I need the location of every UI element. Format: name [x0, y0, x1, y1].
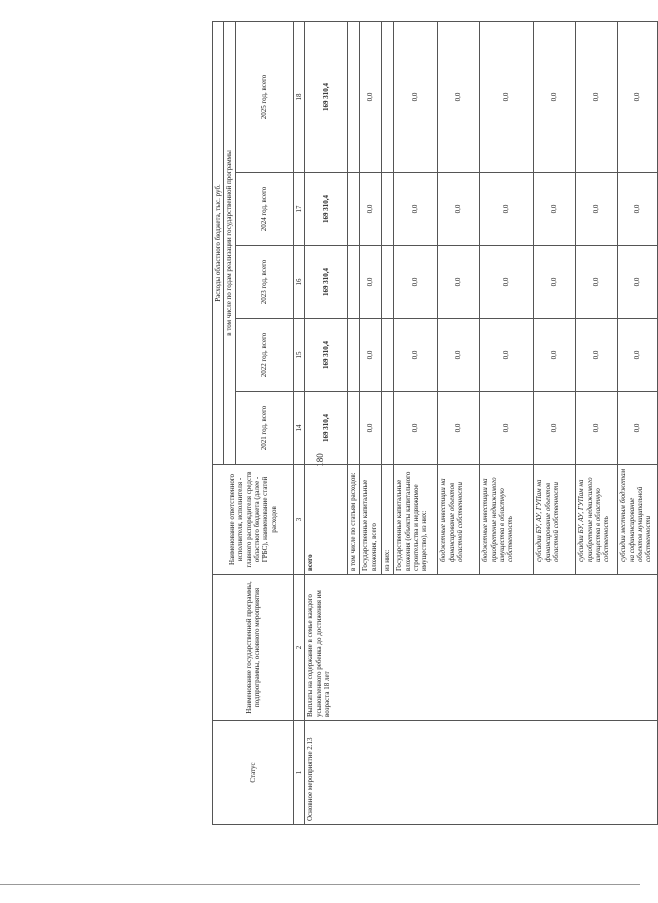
row-label: субсидии БУ, АУ, ГУПам на приобретение недвижимого имущества в областную собственность: [576, 465, 618, 575]
row-value: 0,0: [394, 319, 438, 392]
row-label: бюджетные инвестиции на приобретение недвижимого имущества в областную собственность: [480, 465, 534, 575]
row-label: из них:: [382, 465, 394, 575]
row-value: 169 310,4: [305, 392, 348, 465]
row-value: 0,0: [576, 392, 618, 465]
row-value: 0,0: [480, 173, 534, 246]
row-value: [348, 319, 360, 392]
row-value: 0,0: [438, 392, 480, 465]
status-cell: Основное мероприятие 2.13: [305, 721, 658, 825]
row-value: 0,0: [394, 21, 438, 172]
row-value: 0,0: [618, 173, 658, 246]
header-status: Статус: [213, 721, 294, 825]
header-grbs: Наименование ответственного исполнителя, исполнителя - главного распорядителя средств областного бюджета (далее - ГРБС), наименование статей расходов: [213, 465, 294, 575]
row-value: 0,0: [438, 21, 480, 172]
row-value: [382, 173, 394, 246]
col-number: 17: [293, 173, 304, 246]
col-number: 16: [293, 246, 304, 319]
row-value: 169 310,4: [305, 246, 348, 319]
row-value: 169 310,4: [305, 21, 348, 172]
row-value: 0,0: [576, 21, 618, 172]
row-value: 0,0: [480, 246, 534, 319]
header-expenses-title: Расходы областного бюджета, тыс. руб.: [213, 21, 224, 464]
header-year-2025: 2025 год, всего: [235, 21, 293, 172]
program-name-cell: Выплаты на содержание в семье каждого усыновленного ребенка до достижения им возраста 18 лет: [305, 575, 658, 721]
header-by-years: в том числе по годам реализации государственной программы: [224, 21, 235, 464]
row-value: 0,0: [576, 319, 618, 392]
row-value: 0,0: [480, 392, 534, 465]
row-value: 169 310,4: [305, 319, 348, 392]
col-number: 14: [293, 392, 304, 465]
row-value: 0,0: [534, 173, 576, 246]
row-value: 0,0: [360, 392, 382, 465]
col-number: 18: [293, 21, 304, 172]
row-value: [348, 173, 360, 246]
row-label: субсидии БУ, АУ, ГУПам на финансирование объектов областной собственности: [534, 465, 576, 575]
row-label: всего: [305, 465, 348, 575]
row-value: 0,0: [480, 319, 534, 392]
col-number: 3: [293, 465, 304, 575]
row-value: 0,0: [534, 319, 576, 392]
row-label: субсидии местным бюджетам на софинансирование объектов муниципальной собственности: [618, 465, 658, 575]
page-number: 180: [315, 453, 325, 467]
row-label: бюджетные инвестиции на финансирование объектов областной собственности: [438, 465, 480, 575]
row-value: 0,0: [360, 173, 382, 246]
row-value: 169 310,4: [305, 173, 348, 246]
row-value: 0,0: [534, 21, 576, 172]
header-year-2021: 2021 год, всего: [235, 392, 293, 465]
header-year-2024: 2024 год, всего: [235, 173, 293, 246]
col-number: 15: [293, 319, 304, 392]
row-value: 0,0: [394, 173, 438, 246]
row-value: 0,0: [360, 21, 382, 172]
row-value: [348, 21, 360, 172]
row-value: 0,0: [576, 173, 618, 246]
row-value: 0,0: [534, 392, 576, 465]
page-bottom-rule: [0, 884, 640, 885]
row-value: 0,0: [534, 246, 576, 319]
row-value: 0,0: [360, 319, 382, 392]
header-year-2022: 2022 год, всего: [235, 319, 293, 392]
row-value: 0,0: [618, 21, 658, 172]
row-value: 0,0: [480, 21, 534, 172]
row-value: 0,0: [618, 392, 658, 465]
row-value: [382, 392, 394, 465]
header-year-2023: 2023 год, всего: [235, 246, 293, 319]
expenses-table: [212, 22, 653, 825]
row-value: [348, 246, 360, 319]
row-label: Государственные капитальные вложения (объекты капитального строительства и недвижимое имущество), из них:: [394, 465, 438, 575]
row-value: 0,0: [438, 173, 480, 246]
row-value: 0,0: [438, 319, 480, 392]
row-value: 0,0: [576, 246, 618, 319]
col-number: 1: [293, 721, 304, 825]
row-value: [382, 246, 394, 319]
row-value: 0,0: [394, 392, 438, 465]
row-label: в том числе по статьям расходов:: [348, 465, 360, 575]
table-row: [305, 21, 348, 824]
row-label: Государственные капитальные вложения, всего: [360, 465, 382, 575]
row-value: [382, 21, 394, 172]
row-value: 0,0: [360, 246, 382, 319]
row-value: [348, 392, 360, 465]
col-number: 2: [293, 575, 304, 721]
row-value: [382, 319, 394, 392]
row-value: 0,0: [618, 319, 658, 392]
header-program-name: Наименование государственной программы, подпрограммы, основного мероприятия: [213, 575, 294, 721]
row-value: 0,0: [438, 246, 480, 319]
row-value: 0,0: [394, 246, 438, 319]
row-value: 0,0: [618, 246, 658, 319]
